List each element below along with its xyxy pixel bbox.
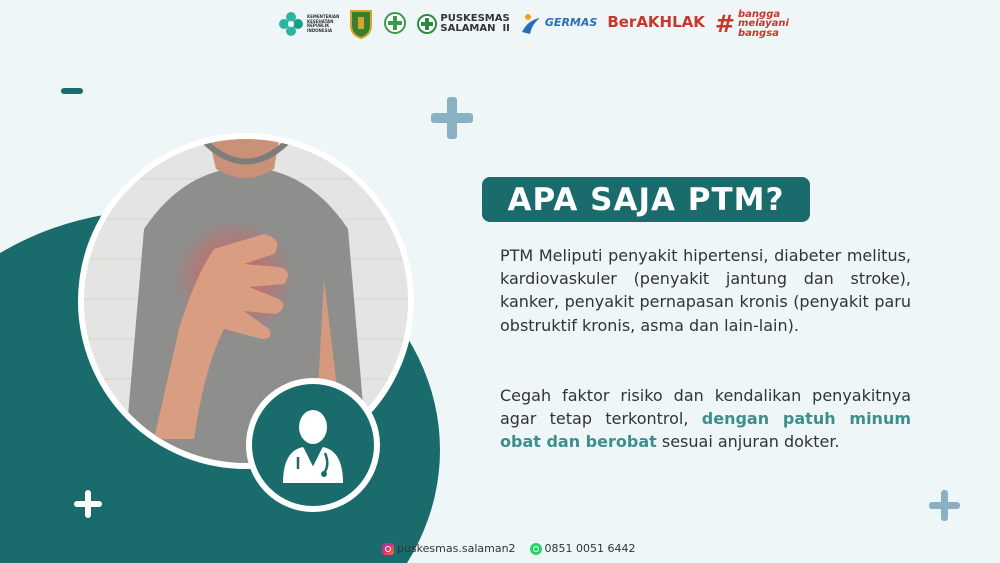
kemenkes-icon [278, 11, 304, 37]
title-banner [482, 177, 810, 222]
whatsapp-icon [530, 543, 542, 555]
berakhlak-title: BerAKHLAK [607, 12, 705, 31]
dash-decoration [61, 88, 83, 94]
health-service-emblem-icon [383, 11, 407, 37]
kemenkes-logo [278, 11, 339, 37]
instagram-contact[interactable] [382, 542, 516, 555]
kemenkes-line-2: KESEHATAN [307, 18, 334, 24]
page-title: APA SAJA PTM? [507, 181, 785, 218]
puskesmas-cross-icon [417, 14, 437, 34]
doctor-icon [278, 407, 348, 483]
kemenkes-line-1: KEMENTERIAN [307, 14, 340, 19]
footer-contacts [382, 542, 636, 555]
advice-text-start: Cegah faktor risiko dan kendalikan penyakitnya agar tetap terkontrol, [500, 386, 911, 429]
bangga-line-3: bangsa [738, 27, 779, 39]
kemenkes-text [307, 15, 339, 33]
puskesmas-text [440, 14, 510, 34]
bangga-melayani-logo [715, 10, 789, 39]
hash-symbol: # [714, 10, 736, 38]
germas-figure-icon [520, 12, 542, 36]
plus-decoration-bottom-left [74, 490, 102, 518]
berakhlak-logo [607, 12, 705, 34]
germas-logo [520, 12, 597, 36]
doctor-badge [246, 378, 380, 512]
berakhlak-text [607, 12, 705, 34]
bangga-text [738, 10, 789, 39]
plus-decoration-bottom-right [929, 490, 960, 521]
regency-shield-icon [349, 9, 373, 39]
instagram-icon [382, 543, 394, 555]
germas-text [545, 16, 597, 33]
bangga-line-1: bangga [738, 8, 781, 20]
puskesmas-line-1: PUSKESMAS [440, 13, 510, 24]
kemenkes-line-4: INDONESIA [307, 27, 333, 33]
description-paragraph: PTM Meliputi penyakit hipertensi, diabeter melitus, kardiovaskuler (penyakit jantung dan stroke), kanker, penyakit pernapasan kronis (penyakit paru obstruktif kronis, asma dan lain-lain). [500, 246, 911, 335]
whatsapp-number: 0851 0051 6442 [544, 542, 636, 555]
advice-highlight: dengan patuh minum obat dan berobat [500, 409, 912, 452]
advice-paragraph [500, 384, 911, 454]
bangga-line-2: melayani [738, 18, 789, 30]
puskesmas-line-2: SALAMAN II [440, 23, 510, 34]
puskesmas-logo [417, 14, 510, 34]
germas-title: GERMAS [544, 15, 598, 29]
instagram-handle: puskesmas.salaman2 [397, 542, 516, 555]
kemenkes-line-3: REPUBLIK [307, 23, 330, 28]
whatsapp-contact[interactable] [530, 542, 636, 555]
germas-subtext [545, 29, 597, 33]
plus-decoration-top [431, 97, 473, 139]
advice-text-end: sesuai anjuran dokter. [656, 432, 840, 452]
logo-bar [278, 6, 789, 42]
